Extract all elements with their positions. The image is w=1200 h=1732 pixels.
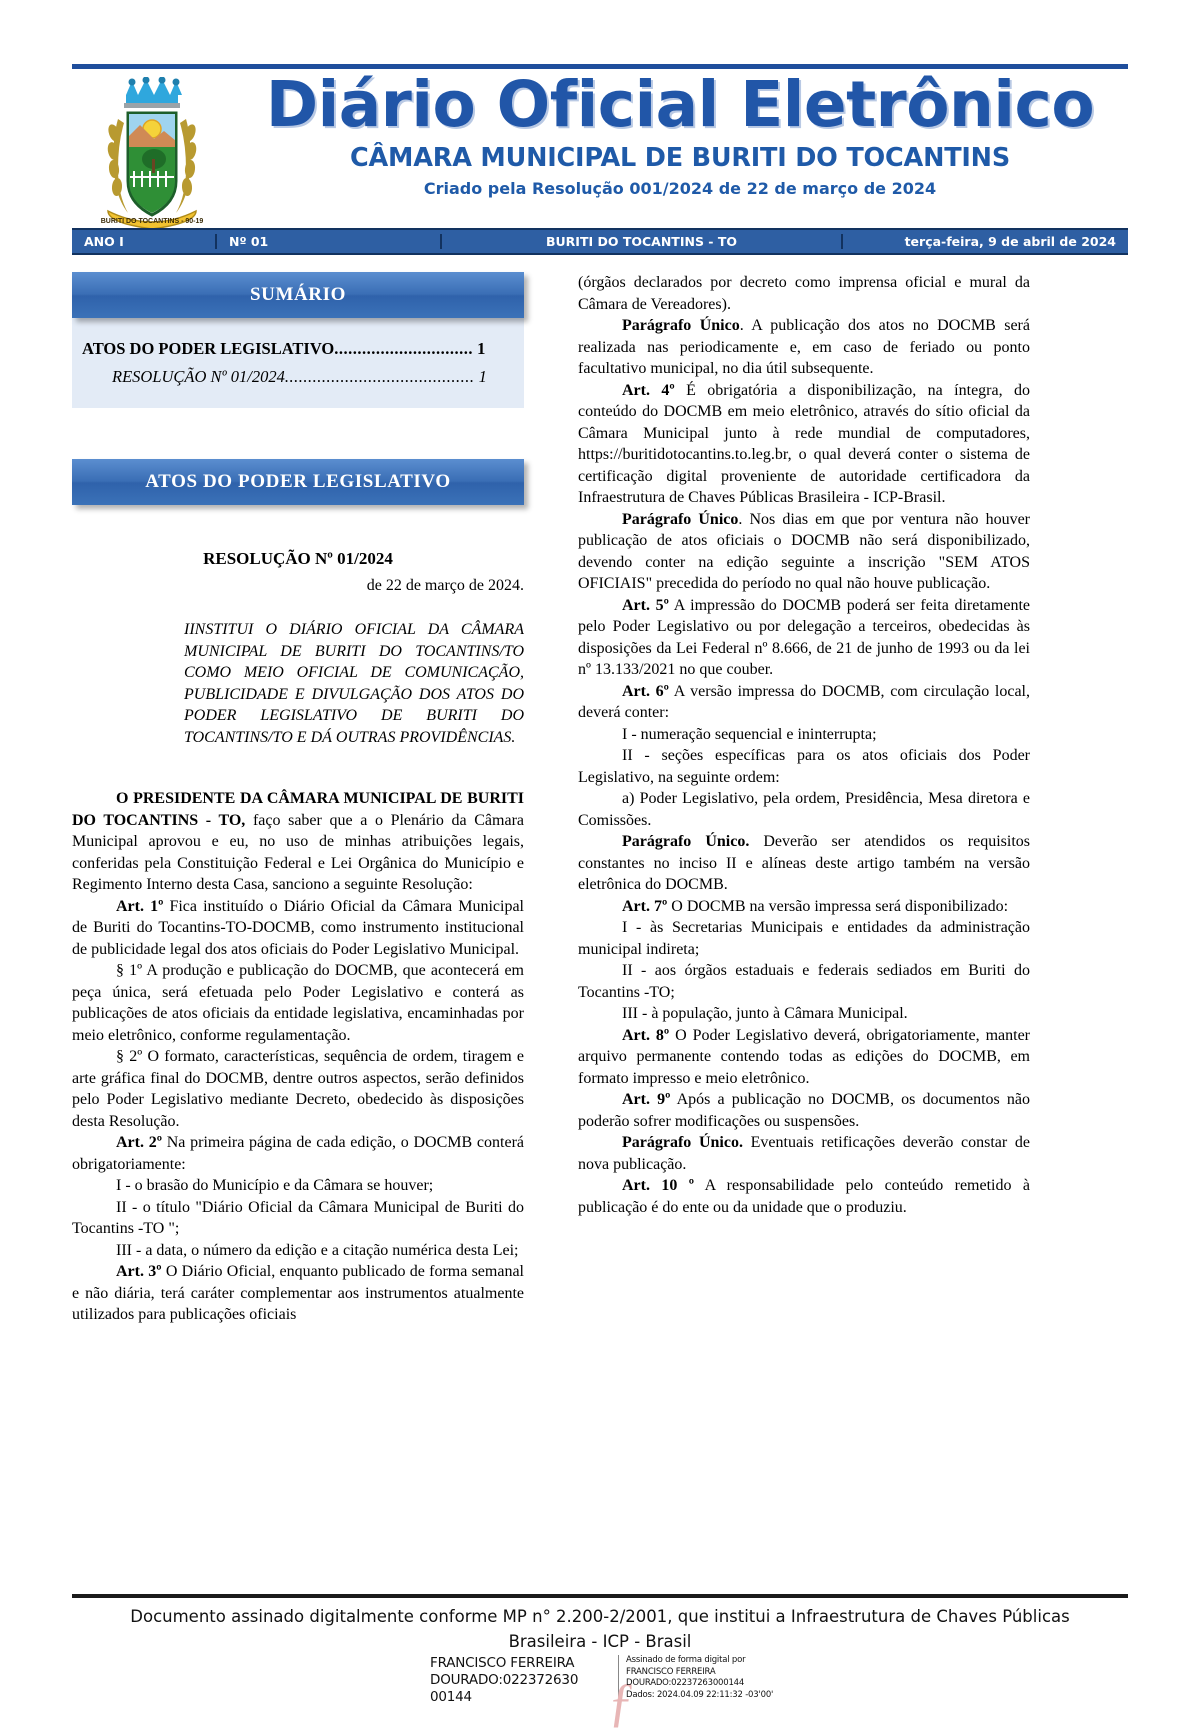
footer-legal-line-1: Documento assinado digitalmente conforme MP n° 2.200-2/2001, que institui a Infraestrutura de Chaves Públicas — [130, 1607, 1070, 1626]
art8-paragraph — [578, 1025, 1030, 1090]
art4-paragraph — [578, 380, 1030, 509]
art5-text: A impressão do DOCMB poderá ser feita diretamente pelo Poder Legislativo ou por delegação a terceiros, obedecidas às disposições da Lei Federal nº 8.666, de 21 de junho de 1993 ou da lei nº 13.133/2021 no que couber. — [578, 596, 1031, 678]
sumario-entry-page: 1 — [478, 367, 487, 386]
art6-text: A versão impressa do DOCMB, com circulação local, deverá conter: — [578, 682, 1031, 721]
left-column — [72, 272, 524, 1326]
resolucao-title: RESOLUÇÃO Nº 01/2024 — [203, 549, 393, 568]
art3-paragraph — [72, 1261, 524, 1326]
paragrafo-unico-2-label: Parágrafo Único — [622, 510, 739, 528]
signature-name — [430, 1655, 615, 1706]
art5-paragraph — [578, 595, 1030, 681]
art1-label: Art. 1º — [116, 897, 164, 915]
signature-details — [626, 1655, 773, 1701]
paragrafo-unico-1-label: Parágrafo Único — [622, 317, 740, 334]
par2-paragraph — [72, 1046, 524, 1132]
masthead-subtitle: CÂMARA MUNICIPAL DE BURITI DO TOCANTINS — [350, 143, 1010, 173]
section-banner-atos: ATOS DO PODER LEGISLATIVO — [72, 459, 524, 505]
paragrafo-unico-3 — [578, 831, 1030, 896]
par2-label: § 2º — [116, 1048, 143, 1065]
art10-label: Art. 10 º — [622, 1177, 695, 1194]
sumario-entry-dots: ......................................... — [284, 367, 475, 386]
art10-paragraph — [578, 1175, 1030, 1218]
art6-item-ii: II - seções específicas para os atos oficiais dos Poder Legislativo, na seguinte ordem: — [578, 747, 1030, 786]
edition-ano: ANO I — [72, 234, 217, 249]
resolucao-date: de 22 de março de 2024. — [366, 577, 524, 594]
masthead-created-by: Criado pela Resolução 001/2024 de 22 de março de 2024 — [423, 179, 937, 198]
paragrafo-unico-3-text: Deverão ser atendidos os requisitos constantes no inciso II e alíneas deste artigo também na versão eletrônica do DOCMB. — [578, 833, 1031, 893]
sumario-banner: SUMÁRIO — [72, 272, 524, 318]
sumario-box — [72, 318, 524, 408]
art6-label: Art. 6º — [622, 682, 669, 700]
edition-numero: Nº 01 — [217, 234, 442, 249]
preamble-paragraph — [72, 788, 524, 896]
par1-label: § 1º — [116, 962, 143, 979]
digital-signature-block — [430, 1655, 990, 1732]
art3-text: O Diário Oficial, enquanto publicado de forma semanal e não diária, terá caráter complementar aos instrumentos atualmente utilizados para publicações oficiais — [72, 1263, 525, 1323]
paragrafo-unico-4-label: Parágrafo Único. — [622, 1134, 743, 1151]
signature-seal-icon: ƒ — [608, 1672, 635, 1732]
art2-item-ii: II - o título "Diário Oficial da Câmara Municipal de Buriti do Tocantins -TO "; — [72, 1198, 524, 1237]
art2-text: Na primeira página de cada edição, o DOCMB conterá obrigatoriamente: — [72, 1134, 524, 1173]
edition-bar — [72, 228, 1128, 255]
art7-label: Art. 7º — [622, 897, 668, 915]
art4-text: É obrigatória a disponibilização, na íntegra, do conteúdo do DOCMB em meio eletrônico, através do sítio oficial da Câmara Municipal junto à rede mundial de computadores, https://buritidotocantins.to.leg.br, o qual deverá conter o sistema de certificação digital proveniente de autoridade certificadora da Infraestrutura de Chaves Públicas Brasileira - ICP-Brasil. — [578, 381, 1031, 506]
footer-legal-line-2: Brasileira - ICP - Brasil — [508, 1632, 692, 1651]
signature-detail-line-2: FRANCISCO FERREIRA — [626, 1666, 716, 1677]
resolucao-ementa: IINSTITUI O DIÁRIO OFICIAL DA CÂMARA MUNICIPAL DE BURITI DO TOCANTINS/TO COMO MEIO OFICIAL DE COMUNICAÇÃO, PUBLICIDADE E DIVULGAÇÃO DOS ATOS DO PODER LEGISLATIVO DE BURITI DO TOCANTINS/TO E DÁ OUTRAS PROVIDÊNCIAS. — [184, 621, 524, 746]
signature-detail-line-1: Assinado de forma digital por — [626, 1655, 746, 1665]
paragrafo-unico-4-text: Eventuais retificações deverão constar de nova publicação. — [578, 1134, 1030, 1173]
art1-text: Fica instituído o Diário Oficial da Câmara Municipal de Buriti do Tocantins-TO-DOCMB, como instrumento institucional de publicidade legal dos atos oficiais do Poder Legislativo Municipal. — [72, 897, 524, 958]
par1-text: A produção e publicação do DOCMB, que acontecerá em peça única, será efetuada pelo Poder Legislativo e conterá as publicações de atos oficiais da entidade legislativa, encaminhadas por meio eletrônico, conforme regulamentação. — [72, 962, 524, 1044]
art9-text: Após a publicação no DOCMB, os documentos não poderão sofrer modificações ou suspensões. — [578, 1091, 1031, 1130]
preamble-rest: faço saber que a o Plenário da Câmara Municipal aprovou e eu, no uso de minhas atribuições legais, conferidas pela Constituição Federal e Lei Orgânica do Município e Regimento Interno desta Casa, sanciono a seguinte Resolução: — [72, 811, 524, 893]
sumario-entry-page: 1 — [477, 339, 486, 358]
par2-text: O formato, características, sequência de ordem, tiragem e arte gráfica final do DOCMB, dentre outros aspectos, serão definidos pelo Poder Legislativo mediante Decreto, obedecido às disposições desta Resolução. — [72, 1048, 525, 1130]
paragrafo-unico-3-label: Parágrafo Único. — [622, 833, 750, 850]
art7-text: O DOCMB na versão impressa será disponibilizado: — [667, 897, 1009, 915]
art2-paragraph — [72, 1132, 524, 1175]
continuation-paragraph: (órgãos declarados por decreto como imprensa oficial e mural da Câmara de Vereadores). — [578, 274, 1030, 313]
signature-detail-line-3: DOURADO:02237263000144 — [626, 1678, 745, 1688]
art7-item-i: I - às Secretarias Municipais e entidades da administração municipal indireta; — [578, 919, 1030, 958]
art6-paragraph — [578, 681, 1030, 724]
art2-label: Art. 2º — [116, 1134, 162, 1151]
footer-divider — [72, 1594, 1128, 1598]
art10-text: A responsabilidade pelo conteúdo remetido à publicação é do ente ou da unidade que o produziu. — [578, 1177, 1030, 1216]
sumario-entry-label: ATOS DO PODER LEGISLATIVO — [82, 339, 335, 358]
signature-name-line-3: 00144 — [430, 1689, 472, 1705]
edition-data: terça-feira, 9 de abril de 2024 — [904, 234, 1116, 249]
art9-paragraph — [578, 1089, 1030, 1132]
paragrafo-unico-4 — [578, 1132, 1030, 1175]
sumario-entry-dots: .............................. — [334, 339, 474, 358]
edition-cidade: BURITI DO TOCANTINS - TO — [442, 234, 843, 249]
brasao-icon — [84, 77, 220, 233]
art9-label: Art. 9º — [622, 1091, 671, 1108]
signature-detail-line-4: Dados: 2024.04.09 22:11:32 -03'00' — [626, 1689, 774, 1700]
art6-item-a: a) Poder Legislativo, pela ordem, Presidência, Mesa diretora e Comissões. — [578, 790, 1030, 829]
sumario-entry[interactable] — [82, 335, 514, 363]
art2-item-iii: III - a data, o número da edição e a citação numérica desta Lei; — [116, 1241, 519, 1259]
art8-label: Art. 8º — [622, 1026, 670, 1044]
art1-paragraph — [72, 896, 524, 961]
signature-name-line-1: FRANCISCO FERREIRA — [430, 1655, 575, 1671]
svg-text:BURITI DO TOCANTINS - 90-19: BURITI DO TOCANTINS - 90-19 — [100, 218, 204, 225]
art4-label: Art. 4º — [622, 381, 675, 399]
paragrafo-unico-2-text: . Nos dias em que por ventura não houver publicação de atos oficiais o DOCMB não será disponibilizado, devendo conter na edição seguinte a inscrição "SEM ATOS OFICIAIS" precedida do período no qual não houve publicação. — [578, 510, 1030, 592]
art7-item-ii: II - aos órgãos estaduais e federais sediados em Buriti do Tocantins -TO; — [578, 962, 1030, 1001]
paragrafo-unico-1 — [578, 315, 1030, 380]
art8-text: O Poder Legislativo deverá, obrigatoriamente, manter arquivo permanente contendo todas as edições do DOCMB, em formato impresso e meio eletrônico. — [578, 1026, 1030, 1087]
art6-item-i: I - numeração sequencial e ininterrupta; — [622, 725, 877, 743]
par1-paragraph — [72, 960, 524, 1046]
paragrafo-unico-2 — [578, 509, 1030, 595]
preamble-bold: O PRESIDENTE DA CÂMARA MUNICIPAL DE BURITI DO TOCANTINS - TO, — [72, 790, 524, 829]
art2-item-i: I - o brasão do Município e da Câmara se houver; — [116, 1177, 434, 1194]
signature-name-line-2: DOURADO:022372630 — [430, 1672, 579, 1688]
sumario-entry[interactable] — [82, 363, 514, 391]
right-column — [578, 272, 1030, 1218]
signature-divider — [618, 1655, 619, 1706]
sumario-entry-label: RESOLUÇÃO Nº 01/2024 — [112, 367, 285, 386]
paragrafo-unico-1-text: . A publicação dos atos no DOCMB será realizada nas periodicamente e, em caso de feriado ou ponto facultativo municipal, no dia útil subsequente. — [578, 317, 1030, 377]
masthead-title: Diário Oficial Eletrônico — [265, 68, 1095, 141]
art7-paragraph — [578, 896, 1030, 918]
art7-item-iii: III - à população, junto à Câmara Municipal. — [622, 1005, 908, 1022]
art3-label: Art. 3º — [116, 1263, 162, 1280]
art5-label: Art. 5º — [622, 596, 669, 614]
footer-legal-text — [72, 1604, 1128, 1654]
masthead — [72, 64, 1128, 229]
